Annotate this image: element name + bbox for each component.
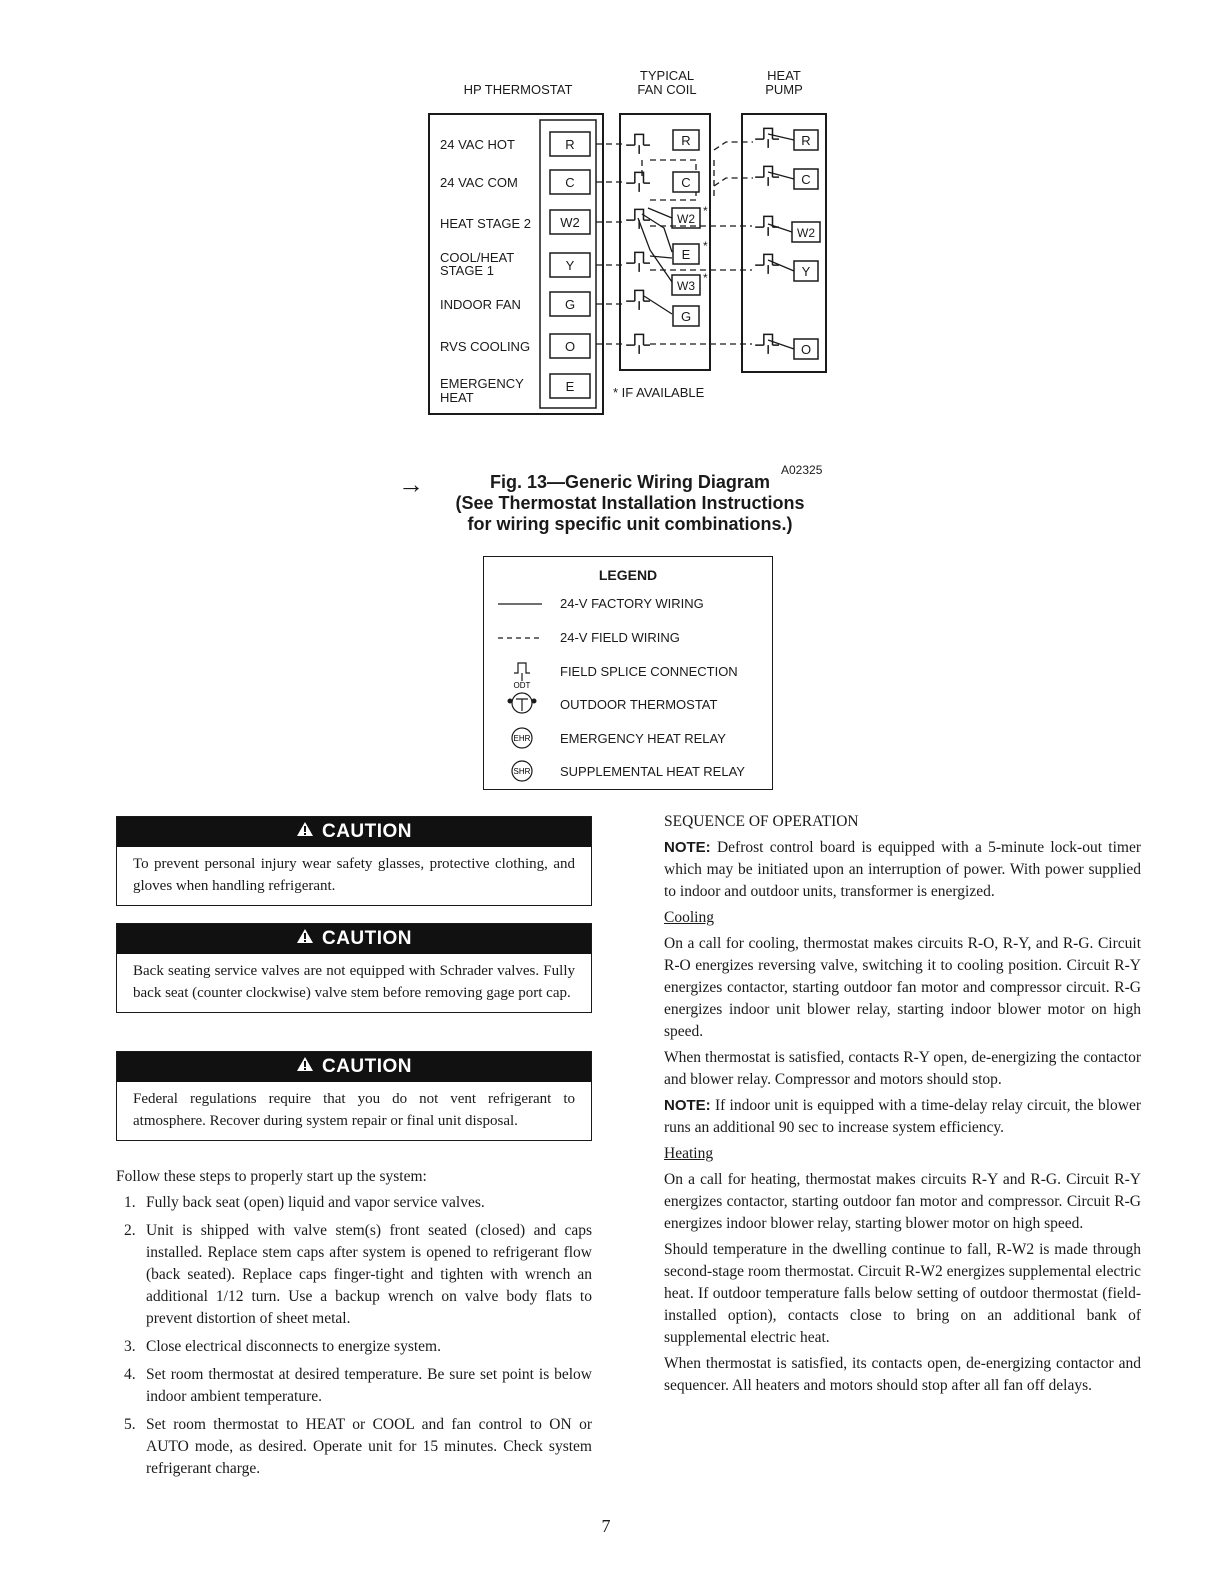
svg-text:W3: W3 <box>677 279 695 293</box>
thermostat-label-y-1: COOL/HEAT <box>440 250 515 265</box>
caution-text-1: To prevent personal injury wear safety glasses, protective clothing, and gloves when handling refrigerant. <box>133 856 575 894</box>
caution-title-3: CAUTION <box>321 1056 413 1077</box>
caution-header-1 <box>117 817 591 847</box>
wiring-diagram <box>380 60 860 430</box>
caution-box-2 <box>116 923 592 1013</box>
supplemental-heat-relay-icon <box>496 758 546 784</box>
thermostat-terminal-c <box>550 170 590 194</box>
svg-text:O: O <box>564 339 576 354</box>
list-item: 3. Close electrical disconnects to energize system. <box>124 1338 441 1355</box>
thermostat-terminal-o <box>550 334 590 358</box>
caution-text-3: Federal regulations require that you do not vent refrigerant to atmosphere. Recover during system repair or final unit disposal. <box>133 1091 575 1129</box>
splice-fancoil-c <box>626 172 650 192</box>
caution-title-2: CAUTION <box>321 928 413 949</box>
ehr-symbol-text: EHR <box>513 734 531 743</box>
cooling-heading: Cooling <box>664 909 714 926</box>
list-item: 5. Set room thermostat to HEAT or COOL and fan control to ON or AUTO mode, as desired. Operate unit for 15 minutes. Check system refrigerant charge. <box>124 1416 592 1477</box>
fancoil-terminal-w2 <box>672 208 700 228</box>
svg-text:E: E <box>681 247 691 262</box>
thermostat-label-o: RVS COOLING <box>440 339 531 354</box>
fancoil-terminal-w3 <box>672 275 700 295</box>
warning-triangle-icon <box>296 1056 314 1078</box>
thermostat-terminal-e <box>550 374 590 398</box>
thermostat-terminal-w2 <box>550 210 590 234</box>
fancoil-box <box>620 114 710 370</box>
caution-header-3 <box>117 1052 591 1082</box>
caution-text-2: Back seating service valves are not equipped with Schrader valves. Fully back seat (counter clockwise) valve stem before removing gage port cap. <box>133 963 575 1001</box>
splice-heatpump-o <box>755 334 779 354</box>
startup-section <box>116 1166 592 1486</box>
note-defrost: NOTE: Defrost control board is equipped with a 5-minute lock-out timer which may be initiated upon an interruption of power. With power supplied to indoor and outdoor units, transformer is energized. <box>664 839 1141 900</box>
svg-text:G: G <box>680 309 692 324</box>
thermostat-terminal-r <box>550 132 590 156</box>
svg-text:O: O <box>800 342 812 357</box>
heatpump-terminal-r <box>794 130 818 150</box>
legend-box <box>483 556 773 790</box>
figure-code: A02325 <box>781 463 823 477</box>
dashed-line-icon <box>496 625 546 651</box>
thermostat-terminal-g <box>550 292 590 316</box>
cooling-paragraph-2: When thermostat is satisfied, contacts R-Y open, de-energizing the contactor and blower relay. Compressor and motors should stop. <box>664 1049 1141 1088</box>
svg-text:Y: Y <box>565 258 575 273</box>
outdoor-thermostat-icon <box>496 679 546 719</box>
fancoil-title-1: TYPICAL <box>639 68 695 83</box>
heatpump-terminal-c <box>794 169 818 189</box>
thermostat-label-r: 24 VAC HOT <box>440 137 515 152</box>
legend-item-factory-wiring: 24-V FACTORY WIRING <box>560 596 704 611</box>
legend-item-splice: FIELD SPLICE CONNECTION <box>560 664 738 679</box>
solid-line-icon <box>496 591 546 617</box>
splice-fancoil-r <box>626 134 650 154</box>
heatpump-terminal-w2 <box>792 222 820 242</box>
splice-heatpump-r <box>755 128 779 148</box>
legend-item-ehr: EMERGENCY HEAT RELAY <box>560 731 726 746</box>
thermostat-title: HP THERMOSTAT <box>463 82 573 97</box>
splice-fancoil-o <box>626 334 650 354</box>
caution-title-1: CAUTION <box>321 821 413 842</box>
asterisk-w2: * <box>703 204 708 218</box>
figure-arrow: → <box>398 470 424 499</box>
legend-title: LEGEND <box>598 567 658 583</box>
svg-text:C: C <box>801 172 811 187</box>
svg-text:C: C <box>565 175 575 190</box>
list-item: 2. Unit is shipped with valve stem(s) front seated (closed) and caps installed. Replace stem caps after system is opened to refrigerant flow (back seated). Replace caps finger-tight and tighten with wrench an additional 1/12 turn. Use a backup wrench on valve body flats to prevent distortion of sheet metal. <box>124 1222 592 1327</box>
thermostat-terminal-y <box>550 253 590 277</box>
warning-triangle-icon <box>296 821 314 843</box>
fancoil-terminal-c <box>673 172 699 192</box>
legend-item-field-wiring: 24-V FIELD WIRING <box>560 630 680 645</box>
splice-heatpump-c <box>755 166 779 186</box>
heating-paragraph-1: On a call for heating, thermostat makes circuits R-Y and R-G. Circuit R-Y energizes contactor, starting outdoor fan motor and compressor. Circuit R-G energizes indoor blower relay, starting blower motor on high speed. <box>664 1171 1141 1232</box>
heatpump-box <box>742 114 826 372</box>
heatpump-terminal-y <box>794 261 818 281</box>
startup-steps <box>116 1192 592 1480</box>
emergency-heat-relay-icon <box>496 725 546 751</box>
svg-text:R: R <box>681 133 691 148</box>
legend-item-shr: SUPPLEMENTAL HEAT RELAY <box>560 764 745 779</box>
heating-heading: Heating <box>664 1145 714 1162</box>
page-number: 7 <box>601 1516 611 1536</box>
startup-intro: Follow these steps to properly start up the system: <box>116 1168 427 1185</box>
caution-box-1 <box>116 816 592 906</box>
svg-text:E: E <box>565 379 575 394</box>
svg-text:G: G <box>564 297 576 312</box>
svg-text:R: R <box>801 133 811 148</box>
svg-text:W2: W2 <box>797 226 815 240</box>
warning-triangle-icon <box>296 928 314 950</box>
legend-item-odt: OUTDOOR THERMOSTAT <box>560 697 718 712</box>
thermostat-label-g: INDOOR FAN <box>440 297 521 312</box>
heating-paragraph-2: Should temperature in the dwelling continue to fall, R-W2 is made through second-stage room thermostat. Circuit R-W2 energizes supplemental electric heat. If outdoor temperature falls below setting of outdoor thermostat (field-installed option), contacts close to bring on an additional bank of supplemental electric heat. <box>664 1241 1141 1346</box>
shr-symbol-text: SHR <box>513 767 531 776</box>
sequence-section <box>664 811 1141 1401</box>
odt-symbol-text: ODT <box>513 681 531 690</box>
heatpump-title-2: PUMP <box>765 82 803 97</box>
figure-subtitle-1: (See Thermostat Installation Instructions <box>455 493 805 513</box>
asterisk-w3: * <box>703 271 708 285</box>
caution-header-2 <box>117 924 591 954</box>
thermostat-label-c: 24 VAC COM <box>440 175 518 190</box>
sequence-heading: SEQUENCE OF OPERATION <box>664 813 859 830</box>
asterisk-e: * <box>703 239 708 253</box>
svg-text:Y: Y <box>801 264 811 279</box>
caution-box-3 <box>116 1051 592 1141</box>
fancoil-terminal-e <box>673 244 699 264</box>
thermostat-label-e-2: HEAT <box>440 390 474 405</box>
note-label: NOTE: <box>664 1097 711 1114</box>
svg-text:W2: W2 <box>677 212 695 226</box>
cooling-paragraph-1: On a call for cooling, thermostat makes circuits R-O, R-Y, and R-G. Circuit R-O energizes reversing valve, switching it to cooling position. Circuit R-Y energizes contactor, starting outdoor fan motor and compressor circuit. R-G energizes indoor unit blower relay, starting indoor blower motor on high speed. <box>664 935 1141 1040</box>
figure-subtitle-2: for wiring specific unit combinations.) <box>467 514 793 534</box>
splice-heatpump-y <box>755 254 779 274</box>
thermostat-label-w2: HEAT STAGE 2 <box>440 216 532 231</box>
svg-text:C: C <box>681 175 691 190</box>
if-available-note: * IF AVAILABLE <box>613 385 705 400</box>
note-label: NOTE: <box>664 839 711 856</box>
note-time-delay: NOTE: If indoor unit is equipped with a time-delay relay circuit, the blower runs an additional 90 sec to increase system efficiency. <box>664 1097 1141 1136</box>
list-item: 1. Fully back seat (open) liquid and vapor service valves. <box>124 1194 485 1211</box>
svg-text:W2: W2 <box>560 215 580 230</box>
heating-paragraph-3: When thermostat is satisfied, its contacts open, de-energizing contactor and sequencer. All heaters and motors should stop after all fan off delays. <box>664 1355 1141 1394</box>
thermostat-label-e-1: EMERGENCY <box>440 376 524 391</box>
svg-text:R: R <box>565 137 575 152</box>
fancoil-terminal-g <box>673 306 699 326</box>
heatpump-terminal-o <box>794 339 818 359</box>
list-item: 4. Set room thermostat at desired temperature. Be sure set point is below indoor ambient temperature. <box>124 1366 592 1405</box>
fancoil-terminal-r <box>673 130 699 150</box>
figure-title: Fig. 13—Generic Wiring Diagram <box>490 472 770 492</box>
splice-fancoil-y <box>626 252 650 272</box>
thermostat-label-y-2: STAGE 1 <box>440 263 494 278</box>
heatpump-title-1: HEAT <box>767 68 801 83</box>
fancoil-title-2: FAN COIL <box>637 82 697 97</box>
splice-fancoil-g <box>626 290 650 310</box>
